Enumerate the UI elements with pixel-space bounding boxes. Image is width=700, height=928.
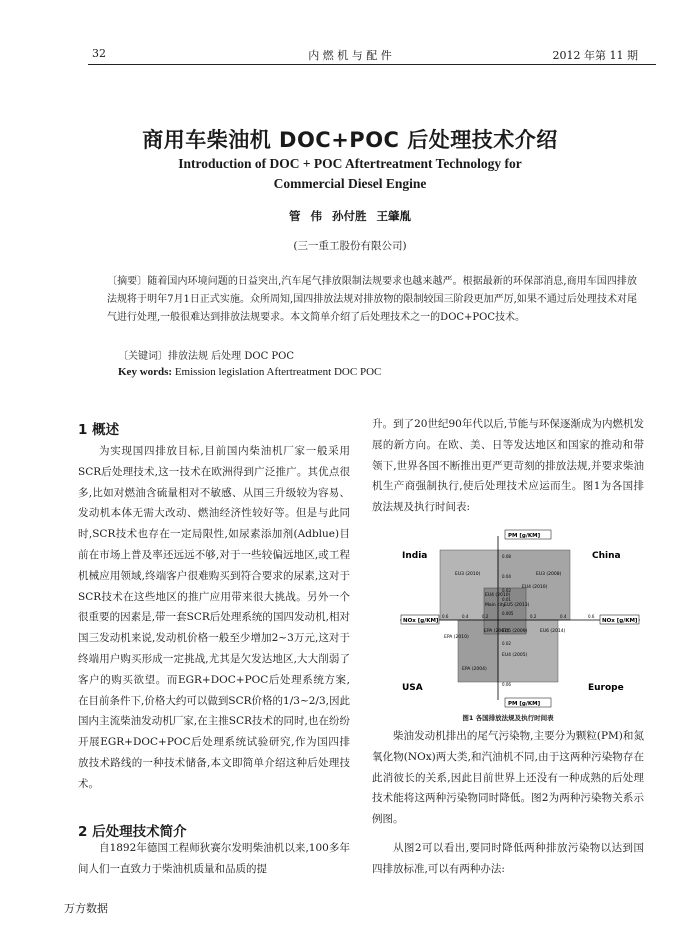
keywords: 〔关键词〕排放法规 后处理 DOC POC (118, 351, 294, 362)
english-title-line1: Introduction of DOC + POC Aftertreatment Technology for (178, 156, 522, 171)
fig-box-label: EU3 (2008) (536, 572, 562, 577)
fig-box-label: EU5 (2013) (504, 603, 530, 608)
fig-pm-label-bottom: PM [g/KM] (508, 701, 541, 707)
journal-name: 内 燃 机 与 配 件 (308, 49, 392, 62)
fig-nox-label-right: NOx [g/KM] (602, 618, 638, 624)
fig-box-label: EU4 (2010) (485, 593, 511, 598)
abstract: 〔摘要〕随着国内环境问题的日益突出,汽车尾气排放限制法规要求也越来越严。根据最新的环保部消息,商用车国四排放法规将于明年7月1日正式实施。众所周知,国四排放法规对排放物的限制较国三阶段更加严厉,如果不通过后处理技术对尾气进行处理,一般很难达到排放法规要求。本文简单介绍了后处理技术之一的DOC+POC技术。 (107, 276, 637, 323)
fig-pm-tick: 0.04 (502, 574, 511, 579)
fig-nox-tick: 0.4 (560, 614, 567, 619)
english-keywords-label: Key words: (118, 366, 173, 378)
fig-nox-tick: 0.4 (462, 614, 469, 619)
fig-nox-tick: 0.2 (482, 614, 489, 619)
english-keywords (118, 366, 381, 378)
fig-box-label: EU3 (2010) (455, 572, 481, 577)
page-title: 商用车柴油机 DOC+POC 后处理技术介绍 (142, 128, 558, 152)
section2-body: 自1892年德国工程师狄赛尔发明柴油机以来,100多年间人们一直致力于柴油机质量和品质的提 (78, 842, 350, 875)
fig-box-label: EU4 (2010) (522, 585, 548, 590)
footer-watermark: 万方数据 (64, 902, 108, 915)
english-title-line2: Commercial Diesel Engine (273, 176, 427, 191)
section1-body: 为实现国四排放目标,目前国内柴油机厂家一般采用SCR后处理技术,这一技术在欧洲得到广泛推广。其优点很多,比如对燃油含硫量相对不敏感、从国三升级较为容易、发动机本体无需大改动、燃油经济性较好等。但是与此同时,SCR技术也存在一定局限性,如尿素添加剂(Adblue)目前在市场上普及率还远远不够,对于一些较偏远地区,或工程机械应用领域,终端客户很难购买到符合要求的尿素,这对于SCR技术在这些地区的推广应用带来很大挑战。另外一个很重要的因素是,带一套SCR后处理系统的国四发动机,相对国三发动机来说,发动机价格一般至少增加2~3万元,这对于终端用户购买形成一定挑战,尤其是欠发达地区,大大削弱了客户的购买欲望。而EGR+DOC+POC后处理系统方案,在目前条件下,价格大约可以做到SCR价格的1/3~2/3,因此国内主流柴油发动机厂家,在主推SCR技术的同时,也在纷纷开展EGR+DOC+POC后处理系统试验研究,作为国四排放技术路线的一种技术储备,本文即简单介绍这种后处理技术。 (78, 445, 350, 790)
right-column-mid-text: 柴油发动机排出的尾气污染物,主要分为颗粒(PM)和氮氧化物(NOx)两大类,和汽油机不同,由于这两种污染物存在此消彼长的关系,因此目前世界上还没有一种成熟的后处理技术能将这两种污染物同时降低。图2为两种污染物关系示例图。 (372, 730, 644, 826)
fig-box-label: EU5 (2009) (502, 629, 528, 634)
fig-region-usa: USA (402, 683, 423, 693)
fig-box-label: EPA (2007) (484, 629, 509, 634)
right-column-bottom-text: 从图2可以看出,要同时降低两种排放污染物以达到国四排放标准,可以有两种办法: (372, 842, 644, 875)
right-column-top-text: 升。到了20世纪90年代以后,节能与环保逐渐成为内燃机发展的新方向。在欧、美、日等发达地区和国家的推动和带领下,世界各国不断推出更严更苛刻的排放法规,并要求柴油机生产商强制执行,使后处理技术应运而生。图1为各国排放法规及执行时间表: (372, 418, 644, 514)
section2-title: 2 后处理技术简介 (78, 824, 187, 840)
fig-pm-tick: 0.01 (502, 597, 511, 602)
figure-caption: 图1 各国排放法规及执行时间表 (462, 714, 554, 722)
fig-pm-tick: 0.02 (502, 588, 511, 593)
authors: 管 伟 孙付胜 王肇胤 (288, 209, 411, 223)
fig-region-europe: Europe (588, 683, 624, 693)
fig-region-india: India (402, 551, 428, 561)
affiliation: (三一重工股份有限公司) (293, 240, 407, 252)
fig-nox-tick: 0.6 (588, 614, 595, 619)
fig-pm-tick: 0.02 (502, 641, 511, 646)
fig-region-china: China (592, 551, 621, 561)
fig-nox-tick: 0.6 (442, 614, 449, 619)
fig-box-label: Main city (485, 603, 506, 608)
fig-box-label: EU6 (2014) (540, 629, 566, 634)
english-keywords-text: Emission legislation Aftertreatment DOC POC (174, 366, 382, 378)
fig-pm-tick: 0.06 (502, 682, 511, 687)
fig-box-label: EPA (2004) (462, 667, 487, 672)
fig-nox-label: NOx [g/KM] (403, 618, 439, 624)
fig-nox-tick: 0.2 (530, 614, 537, 619)
fig-pm-tick: 0.08 (502, 554, 511, 559)
page-number: 32 (92, 47, 106, 60)
emission-standards-figure (400, 528, 640, 708)
issue-info: 2012 年第 11 期 (552, 49, 638, 62)
fig-box-label: EPA (2010) (444, 635, 469, 640)
fig-box-label: EU4 (2005) (502, 653, 528, 658)
fig-pm-tick: 0.005 (502, 611, 514, 616)
header-rule (88, 64, 656, 65)
section1-title: 1 概述 (78, 422, 120, 438)
fig-pm-label: PM [g/KM] (508, 533, 541, 539)
